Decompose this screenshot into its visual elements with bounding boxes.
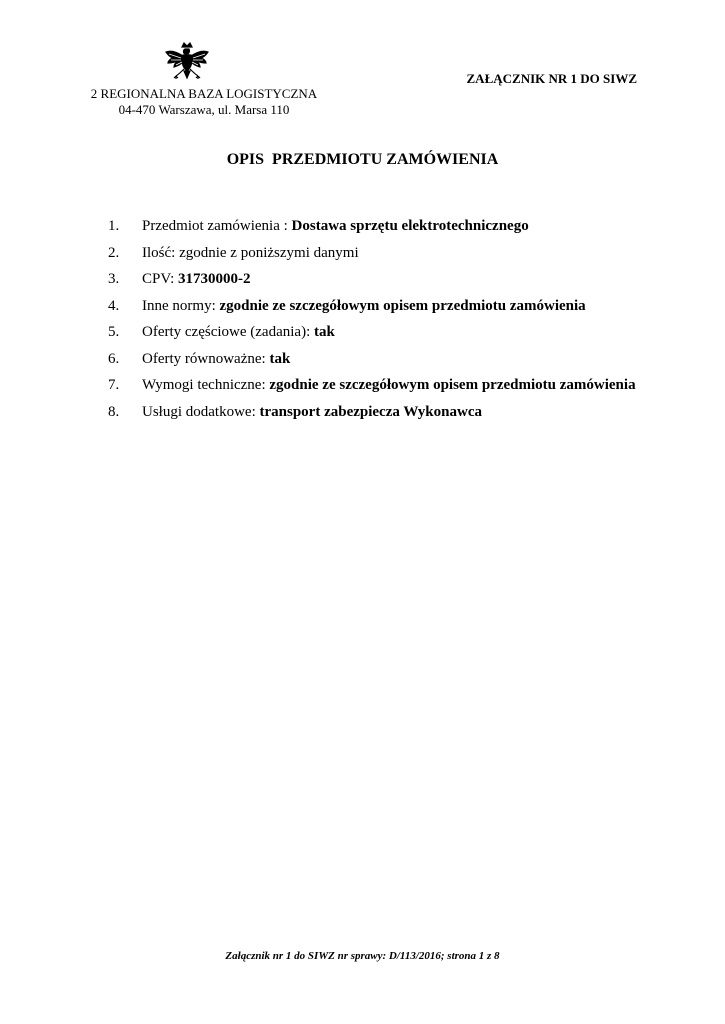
list-item bbox=[108, 372, 648, 399]
list-item bbox=[108, 319, 648, 346]
item-value: 31730000-2 bbox=[177, 271, 251, 287]
item-value: transport zabezpiecza Wykonawca bbox=[259, 403, 482, 420]
item-number: 5. bbox=[108, 324, 120, 340]
list-item bbox=[108, 293, 648, 320]
page-footer: Załącznik nr 1 do SIWZ nr sprawy: D/113/2016; strona 1 z 8 bbox=[225, 950, 500, 962]
organization-block bbox=[84, 86, 324, 118]
item-number: 8. bbox=[108, 403, 120, 420]
item-label: Usługi dodatkowe: bbox=[142, 403, 260, 420]
item-value: zgodnie ze szczegółowym opisem przedmiotu zamówienia bbox=[269, 377, 636, 393]
organization-name: 2 REGIONALNA BAZA LOGISTYCZNA bbox=[90, 86, 318, 101]
item-label: Przedmiot zamówienia : bbox=[142, 218, 292, 234]
list-item bbox=[108, 266, 648, 293]
item-number: 2. bbox=[108, 244, 120, 261]
list-item bbox=[108, 346, 648, 373]
item-value: zgodnie ze szczegółowym opisem przedmiotu zamówienia bbox=[219, 297, 586, 314]
list-item bbox=[108, 240, 648, 267]
item-label: Ilość: zgodnie z poniższymi danymi bbox=[142, 244, 359, 261]
item-number: 4. bbox=[108, 297, 120, 314]
item-label: Wymogi techniczne: bbox=[142, 377, 270, 393]
specification-list bbox=[108, 213, 648, 425]
document-title: OPIS PRZEDMIOTU ZAMÓWIENIA bbox=[226, 151, 499, 168]
item-label: Oferty częściowe (zadania): bbox=[142, 324, 314, 340]
white-eagle-emblem-icon bbox=[163, 40, 211, 86]
item-value: tak bbox=[313, 324, 335, 340]
organization-address: 04-470 Warszawa, ul. Marsa 110 bbox=[118, 102, 290, 117]
item-label: Inne normy: bbox=[142, 297, 220, 314]
item-value: tak bbox=[269, 350, 291, 367]
item-number: 6. bbox=[108, 350, 120, 367]
attachment-label: ZAŁĄCZNIK NR 1 DO SIWZ bbox=[466, 71, 637, 86]
item-label: Oferty równoważne: bbox=[142, 350, 270, 367]
item-value: Dostawa sprzętu elektrotechnicznego bbox=[291, 218, 529, 234]
list-item bbox=[108, 399, 648, 426]
item-label: CPV: bbox=[142, 271, 178, 287]
item-number: 3. bbox=[108, 271, 120, 287]
item-number: 7. bbox=[108, 377, 120, 393]
list-item bbox=[108, 213, 648, 240]
item-number: 1. bbox=[108, 218, 120, 234]
